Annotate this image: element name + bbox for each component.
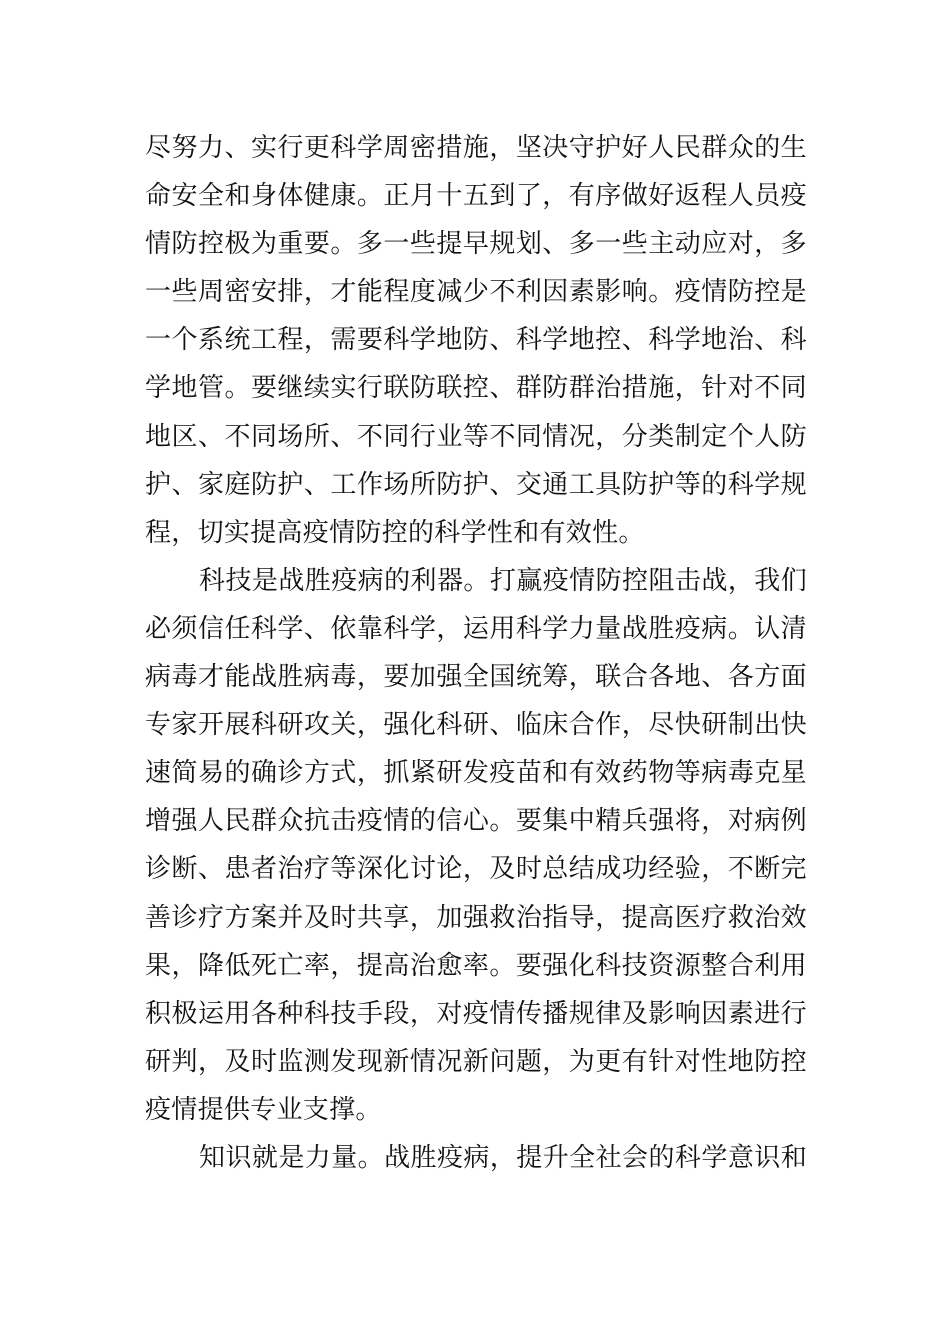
text-line: 速简易的确诊方式，抓紧研发疫苗和有效药物等病毒克星 — [145, 758, 807, 789]
text-line: 研判，及时监测发现新情况新问题，为更有针对性地防控 — [145, 1046, 807, 1077]
text-line: 科技是战胜疫病的利器。打赢疫情防控阻击战，我们 — [199, 565, 807, 596]
text-line: 果，降低死亡率，提高治愈率。要强化科技资源整合利用 — [145, 950, 807, 981]
text-line: 增强人民群众抗击疫情的信心。要集中精兵强将，对病例 — [145, 806, 807, 837]
text-line: 一个系统工程，需要科学地防、科学地控、科学地治、科 — [145, 325, 807, 356]
text-line: 学地管。要继续实行联防联控、群防群治措施，针对不同 — [145, 373, 807, 404]
text-line: 尽努力、实行更科学周密措施，坚决守护好人民群众的生 — [145, 133, 807, 163]
text-line: 积极运用各种科技手段，对疫情传播规律及影响因素进行 — [145, 998, 807, 1029]
text-line: 专家开展科研攻关，强化科研、临床合作，尽快研制出快 — [145, 710, 807, 741]
text-line: 情防控极为重要。多一些提早规划、多一些主动应对，多 — [145, 229, 807, 260]
text-line: 病毒才能战胜病毒，要加强全国统筹，联合各地、各方面 — [145, 662, 807, 693]
text-line: 善诊疗方案并及时共享，加强救治指导，提高医疗救治效 — [145, 902, 807, 933]
paragraph — [145, 1134, 807, 1182]
text-line: 一些周密安排，才能程度减少不利因素影响。疫情防控是 — [145, 277, 807, 308]
paragraph — [145, 557, 807, 1134]
text-line: 诊断、患者治疗等深化讨论，及时总结成功经验，不断完 — [145, 854, 807, 885]
text-line: 护、家庭防护、工作场所防护、交通工具防护等的科学规 — [145, 469, 807, 500]
paragraph — [145, 124, 807, 557]
text-line: 命安全和身体健康。正月十五到了，有序做好返程人员疫 — [145, 181, 807, 212]
text-line: 地区、不同场所、不同行业等不同情况，分类制定个人防 — [145, 421, 807, 452]
body-text — [145, 124, 807, 1182]
text-line: 知识就是力量。战胜疫病，提升全社会的科学意识和 — [199, 1142, 807, 1173]
text-line: 程，切实提高疫情防控的科学性和有效性。 — [145, 517, 645, 548]
text-line: 必须信任科学、依靠科学，运用科学力量战胜疫病。认清 — [145, 613, 807, 644]
text-line: 疫情提供专业支撑。 — [145, 1094, 382, 1125]
